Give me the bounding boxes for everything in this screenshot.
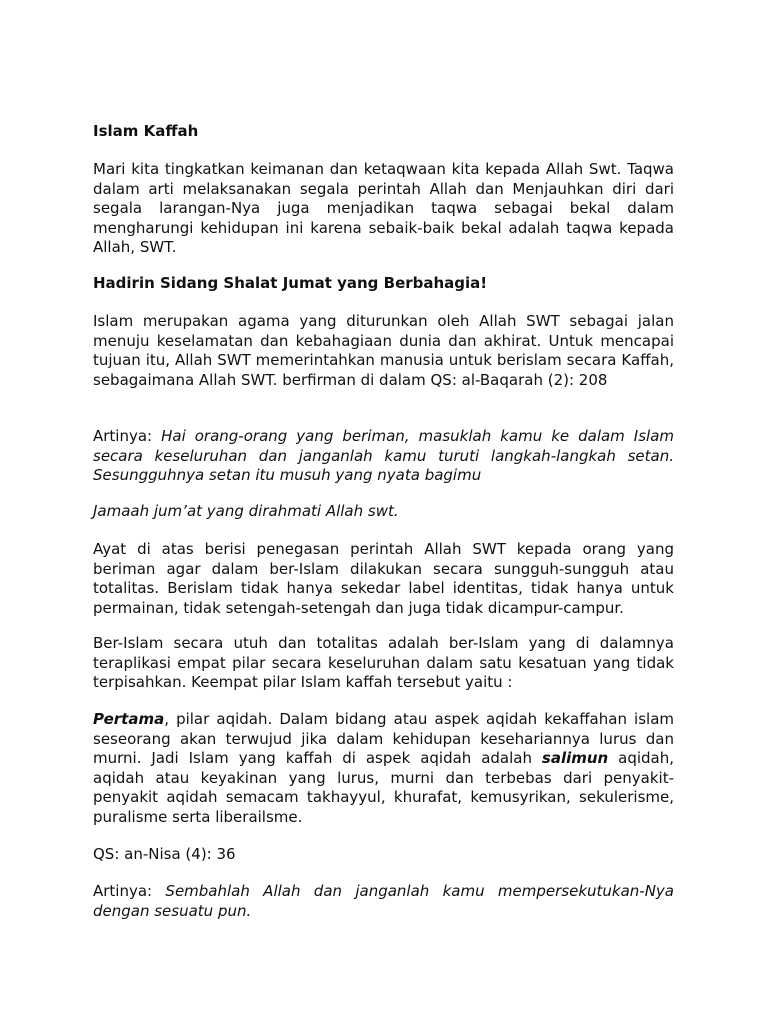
jamaah-greeting: Jamaah jum’at yang dirahmati Allah swt.: [93, 502, 399, 520]
paragraph-pertama: [93, 710, 674, 828]
paragraph-islam-agama: Islam merupakan agama yang diturunkan oleh Allah SWT sebagai jalan menuju keselamatan dan kebahagiaan dunia dan akhirat. Untuk mencapai tujuan itu, Allah SWT memerintahkan manusia untuk berislam secara Kaffah, sebagaimana Allah SWT. berfirman di dalam QS: al-Baqarah (2): 208: [93, 312, 674, 389]
pertama-text-1: , pilar aqidah. Dalam bidang atau aspek aqidah kekaffahan islam seseorang akan terwujud jika dalam kehidupan kesehariannya lurus dan murni. Jadi Islam yang kaffah di aspek aqidah adalah: [93, 710, 674, 768]
artinya-translation-2: Sembahlah Allah dan janganlah kamu mempersekutukan-Nya dengan sesuatu pun.: [93, 882, 674, 920]
document-title: Islam Kaffah: [93, 122, 199, 140]
salimun-emphasis: salimun: [541, 749, 609, 768]
heading-hadirin: Hadirin Sidang Shalat Jumat yang Berbahagia!: [93, 274, 488, 292]
artinya-label-2: Artinya:: [93, 882, 166, 900]
qs-reference: QS: an-Nisa (4): 36: [93, 845, 236, 863]
paragraph-opening: Mari kita tingkatkan keimanan dan ketaqwaan kita kepada Allah Swt. Taqwa dalam arti melaksanakan segala perintah Allah dan Menjauhkan diri dari segala larangan-Nya juga menjadikan taqwa sebagai bekal dalam mengharungi kehidupan ini karena sebaik-baik bekal adalah taqwa kepada Allah, SWT.: [93, 160, 674, 257]
artinya-translation: Hai orang-orang yang beriman, masuklah kamu ke dalam Islam secara keseluruhan dan janganlah kamu turuti langkah-langkah setan. Sesungguhnya setan itu musuh yang nyata bagimu: [93, 427, 674, 485]
paragraph-artinya-1: [93, 427, 674, 486]
paragraph-artinya-2: [93, 882, 674, 921]
paragraph-empat-pilar: Ber-Islam secara utuh dan totalitas adalah ber-Islam yang di dalamnya teraplikasi empat pilar secara keseluruhan dalam satu kesatuan yang tidak terpisahkan. Keempat pilar Islam kaffah tersebut yaitu :: [93, 634, 674, 692]
pertama-lead: Pertama: [93, 710, 165, 728]
artinya-label: Artinya:: [93, 427, 162, 445]
paragraph-ayat-penegasan: Ayat di atas berisi penegasan perintah Allah SWT kepada orang yang beriman agar dalam ber-Islam dilakukan secara sungguh-sungguh atau totalitas. Berislam tidak hanya sekedar label identitas, tidak hanya untuk permainan, tidak setengah-setengah dan juga tidak dicampur-campur.: [93, 540, 674, 617]
pertama-text-2: aqidah, aqidah atau keyakinan yang lurus, murni dan terbebas dari penyakit-penyakit aqidah semacam takhayyul, khurafat, kemusyrikan, sekulerisme, puralisme serta liberailsme.: [93, 749, 674, 826]
